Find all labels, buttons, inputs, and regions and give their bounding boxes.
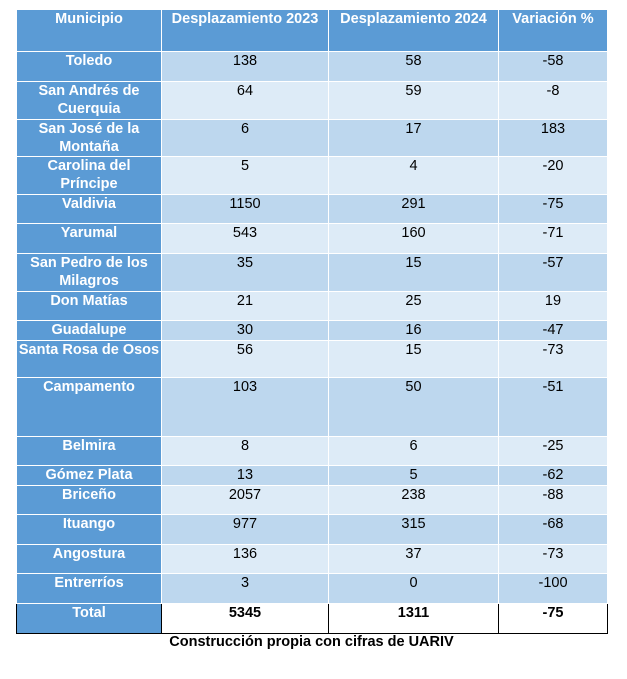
cell-municipio: Santa Rosa de Osos — [17, 341, 162, 378]
cell-variacion: -57 — [499, 254, 608, 292]
cell-municipio: San José de la Montaña — [17, 120, 162, 157]
cell-municipio: Toledo — [17, 52, 162, 82]
cell-desp-2023: 136 — [162, 545, 329, 574]
table-row — [17, 82, 608, 120]
cell-total-2023: 5345 — [162, 604, 329, 634]
cell-variacion: 183 — [499, 120, 608, 157]
cell-desp-2023: 21 — [162, 292, 329, 321]
cell-desp-2024: 16 — [329, 321, 499, 341]
cell-variacion: -58 — [499, 52, 608, 82]
cell-municipio: San Pedro de los Milagros — [17, 254, 162, 292]
cell-variacion: -20 — [499, 157, 608, 195]
table-row — [17, 466, 608, 486]
cell-desp-2023: 138 — [162, 52, 329, 82]
table-header-row — [17, 10, 608, 52]
cell-variacion: -62 — [499, 466, 608, 486]
cell-desp-2024: 17 — [329, 120, 499, 157]
cell-desp-2024: 160 — [329, 224, 499, 254]
cell-desp-2024: 37 — [329, 545, 499, 574]
cell-municipio: Entrerríos — [17, 574, 162, 604]
table-row — [17, 195, 608, 224]
cell-desp-2024: 5 — [329, 466, 499, 486]
cell-desp-2024: 291 — [329, 195, 499, 224]
cell-variacion: -100 — [499, 574, 608, 604]
table-total-row — [17, 604, 608, 634]
cell-municipio: Carolina del Príncipe — [17, 157, 162, 195]
cell-variacion: 19 — [499, 292, 608, 321]
cell-desp-2023: 5 — [162, 157, 329, 195]
cell-municipio: San Andrés de Cuerquia — [17, 82, 162, 120]
cell-desp-2023: 543 — [162, 224, 329, 254]
cell-variacion: -73 — [499, 545, 608, 574]
header-municipio: Municipio — [17, 10, 162, 52]
table-row — [17, 52, 608, 82]
cell-municipio: Gómez Plata — [17, 466, 162, 486]
cell-total-variacion: -75 — [499, 604, 608, 634]
cell-desp-2023: 35 — [162, 254, 329, 292]
cell-municipio: Briceño — [17, 486, 162, 515]
cell-desp-2023: 6 — [162, 120, 329, 157]
table-row — [17, 321, 608, 341]
displacement-table — [16, 9, 608, 634]
cell-municipio: Guadalupe — [17, 321, 162, 341]
table-caption: Construcción propia con cifras de UARIV — [169, 634, 454, 650]
cell-variacion: -47 — [499, 321, 608, 341]
cell-desp-2024: 25 — [329, 292, 499, 321]
table-row — [17, 378, 608, 437]
table-row — [17, 254, 608, 292]
header-variacion: Variación % — [499, 10, 608, 52]
cell-desp-2024: 58 — [329, 52, 499, 82]
cell-desp-2023: 30 — [162, 321, 329, 341]
cell-municipio: Angostura — [17, 545, 162, 574]
header-desplazamiento-2024: Desplazamiento 2024 — [329, 10, 499, 52]
table-row — [17, 224, 608, 254]
cell-variacion: -88 — [499, 486, 608, 515]
cell-municipio: Don Matías — [17, 292, 162, 321]
cell-desp-2023: 8 — [162, 437, 329, 466]
cell-municipio: Belmira — [17, 437, 162, 466]
cell-variacion: -25 — [499, 437, 608, 466]
table-row — [17, 120, 608, 157]
table-row — [17, 437, 608, 466]
cell-total-label: Total — [17, 604, 162, 634]
header-desplazamiento-2023: Desplazamiento 2023 — [162, 10, 329, 52]
table-row — [17, 157, 608, 195]
cell-municipio: Yarumal — [17, 224, 162, 254]
cell-desp-2023: 3 — [162, 574, 329, 604]
cell-desp-2024: 15 — [329, 254, 499, 292]
cell-desp-2023: 103 — [162, 378, 329, 437]
table-row — [17, 486, 608, 515]
cell-desp-2024: 50 — [329, 378, 499, 437]
cell-desp-2023: 1150 — [162, 195, 329, 224]
cell-desp-2024: 4 — [329, 157, 499, 195]
cell-desp-2024: 238 — [329, 486, 499, 515]
cell-variacion: -73 — [499, 341, 608, 378]
cell-municipio: Campamento — [17, 378, 162, 437]
cell-desp-2023: 977 — [162, 515, 329, 545]
table-row — [17, 341, 608, 378]
table-row — [17, 515, 608, 545]
cell-municipio: Ituango — [17, 515, 162, 545]
cell-desp-2023: 56 — [162, 341, 329, 378]
cell-variacion: -51 — [499, 378, 608, 437]
cell-municipio: Valdivia — [17, 195, 162, 224]
table-row — [17, 574, 608, 604]
cell-desp-2024: 315 — [329, 515, 499, 545]
cell-variacion: -68 — [499, 515, 608, 545]
cell-desp-2023: 13 — [162, 466, 329, 486]
cell-desp-2024: 59 — [329, 82, 499, 120]
cell-desp-2024: 6 — [329, 437, 499, 466]
table-row — [17, 545, 608, 574]
cell-variacion: -71 — [499, 224, 608, 254]
cell-desp-2023: 64 — [162, 82, 329, 120]
table-row — [17, 292, 608, 321]
cell-desp-2024: 15 — [329, 341, 499, 378]
cell-desp-2023: 2057 — [162, 486, 329, 515]
cell-variacion: -75 — [499, 195, 608, 224]
cell-total-2024: 1311 — [329, 604, 499, 634]
cell-variacion: -8 — [499, 82, 608, 120]
cell-desp-2024: 0 — [329, 574, 499, 604]
